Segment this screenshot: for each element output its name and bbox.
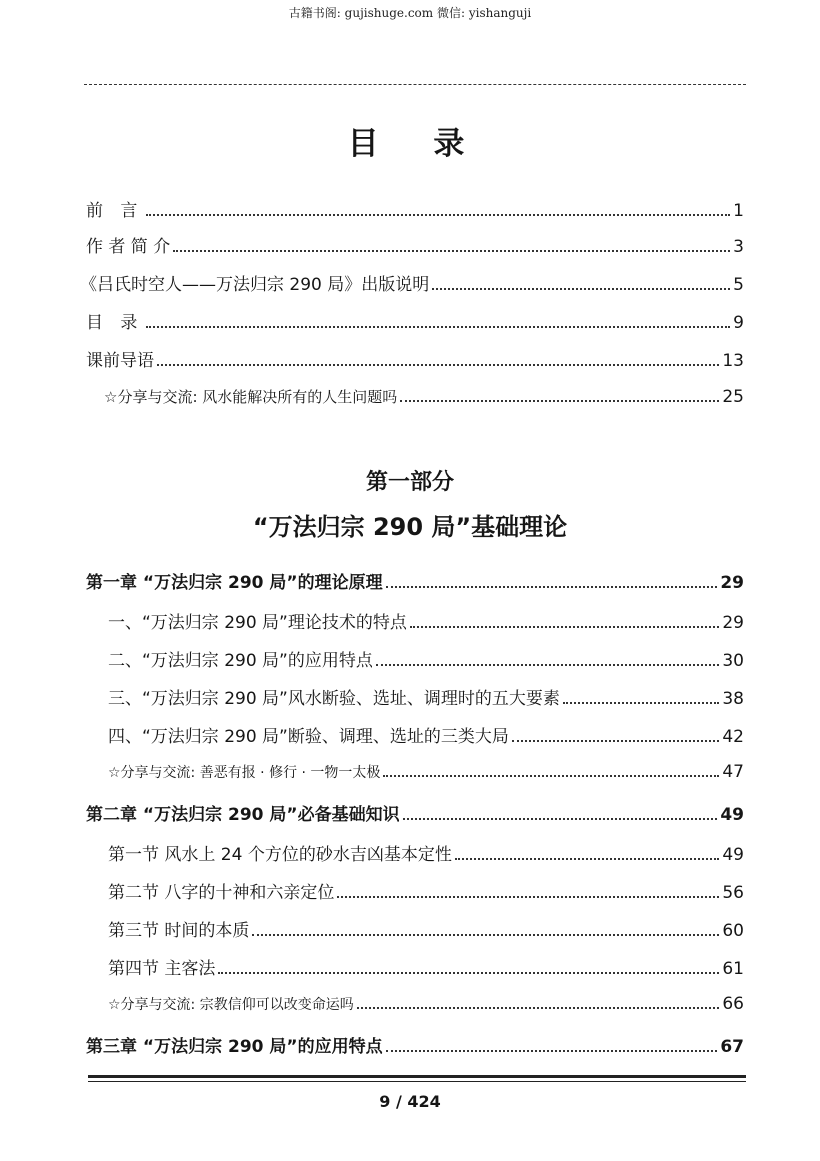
dot-leader (563, 702, 719, 704)
toc-section-label: 第三节 时间的本质 (108, 921, 250, 941)
toc-entry-publication-notes[interactable] (80, 270, 744, 295)
toc-section-page: 38 (722, 689, 744, 709)
toc-section-2-2[interactable] (108, 878, 744, 903)
toc-chapter-1[interactable] (86, 568, 744, 593)
toc-section-label: 三、“万法归宗 290 局”风水断验、选址、调理时的五大要素 (108, 689, 560, 709)
toc-section-page: 56 (722, 883, 744, 903)
toc-chapter-label: 第三章 “万法归宗 290 局”的应用特点 (86, 1037, 383, 1057)
part-subtitle: “万法归宗 290 局”基础理论 (252, 513, 568, 541)
toc-section-1-2[interactable] (108, 646, 744, 671)
dot-leader (386, 1050, 718, 1052)
toc-entry-author[interactable] (86, 232, 744, 257)
toc-chapter-label: 第一章 “万法归宗 290 局”的理论原理 (86, 573, 383, 593)
dot-leader (146, 214, 730, 216)
toc-section-label: 第一节 风水上 24 个方位的砂水吉凶基本定性 (108, 845, 452, 865)
dot-leader (337, 896, 719, 898)
dot-leader (157, 364, 719, 366)
toc-section-label: 四、“万法归宗 290 局”断验、调理、选址的三类大局 (108, 727, 509, 747)
dot-leader (386, 586, 718, 588)
toc-section-1-1[interactable] (108, 608, 744, 633)
toc-section-page: 29 (722, 613, 744, 633)
toc-section-1-4[interactable] (108, 722, 744, 747)
dot-leader (357, 1007, 720, 1009)
toc-section-2-1[interactable] (108, 840, 744, 865)
toc-entry-label: 课前导语 (86, 351, 154, 371)
dot-leader (410, 626, 719, 628)
dot-leader (403, 818, 718, 820)
toc-entry-label: 作 者 简 介 (86, 237, 171, 257)
toc-section-page: 30 (722, 651, 744, 671)
dot-leader (218, 972, 719, 974)
top-dashed-divider (84, 84, 746, 85)
dot-leader (252, 934, 719, 936)
toc-chapter-2[interactable] (86, 800, 744, 825)
dot-leader (173, 250, 730, 252)
toc-section-page: 42 (722, 727, 744, 747)
toc-entry-label: ☆分享与交流: 善恶有报 · 修行 · 一物一太极 (108, 765, 381, 781)
dot-leader (400, 400, 719, 402)
toc-entry-label: ☆分享与交流: 宗教信仰可以改变命运吗 (108, 997, 354, 1013)
page-title: 目 录 (347, 126, 487, 162)
toc-entry-label: ☆分享与交流: 风水能解决所有的人生问题吗 (104, 388, 398, 406)
toc-section-page: 60 (722, 921, 744, 941)
page-indicator: 9 / 424 (379, 1092, 441, 1111)
toc-section-label: 一、“万法归宗 290 局”理论技术的特点 (108, 613, 407, 633)
toc-section-2-4[interactable] (108, 954, 744, 979)
toc-entry-page: 66 (722, 994, 744, 1014)
toc-entry-page: 25 (722, 387, 744, 407)
toc-section-page: 49 (722, 845, 744, 865)
toc-entry-sharing-3[interactable] (108, 994, 744, 1014)
toc-entry-page: 47 (722, 762, 744, 782)
toc-chapter-label: 第二章 “万法归宗 290 局”必备基础知识 (86, 805, 400, 825)
toc-entry-page: 9 (733, 313, 744, 333)
toc-entry-sharing-1[interactable] (104, 386, 744, 407)
toc-section-1-3[interactable] (108, 684, 744, 709)
toc-entry-contents[interactable] (86, 308, 744, 333)
toc-section-label: 第二节 八字的十神和六亲定位 (108, 883, 335, 903)
toc-chapter-page: 67 (720, 1037, 744, 1057)
toc-entry-label: 目 录 (86, 313, 144, 333)
footer-rule-thin (88, 1081, 746, 1082)
dot-leader (383, 775, 719, 777)
toc-section-page: 61 (722, 959, 744, 979)
toc-chapter-page: 49 (720, 805, 744, 825)
watermark-text: 古籍书阁: gujishuge.com 微信: yishanguji (288, 6, 532, 20)
toc-chapter-page: 29 (720, 573, 744, 593)
toc-entry-page: 5 (733, 275, 744, 295)
toc-entry-intro[interactable] (86, 346, 744, 371)
toc-entry-label: 前 言 (86, 201, 144, 221)
toc-entry-page: 3 (733, 237, 744, 257)
dot-leader (512, 740, 719, 742)
dot-leader (432, 288, 730, 290)
toc-section-label: 第四节 主客法 (108, 959, 216, 979)
dot-leader (146, 326, 730, 328)
toc-chapter-3[interactable] (86, 1032, 744, 1057)
dot-leader (455, 858, 720, 860)
footer-rule-thick (88, 1075, 746, 1078)
part-heading: 第一部分 (365, 470, 454, 495)
toc-entry-page: 1 (733, 201, 744, 221)
toc-entry-page: 13 (722, 351, 744, 371)
toc-section-2-3[interactable] (108, 916, 744, 941)
toc-section-label: 二、“万法归宗 290 局”的应用特点 (108, 651, 373, 671)
toc-entry-label: 《吕氏时空人——万法归宗 290 局》出版说明 (80, 275, 430, 295)
toc-entry-preface[interactable] (86, 196, 744, 221)
toc-entry-sharing-2[interactable] (108, 762, 744, 782)
dot-leader (376, 664, 719, 666)
